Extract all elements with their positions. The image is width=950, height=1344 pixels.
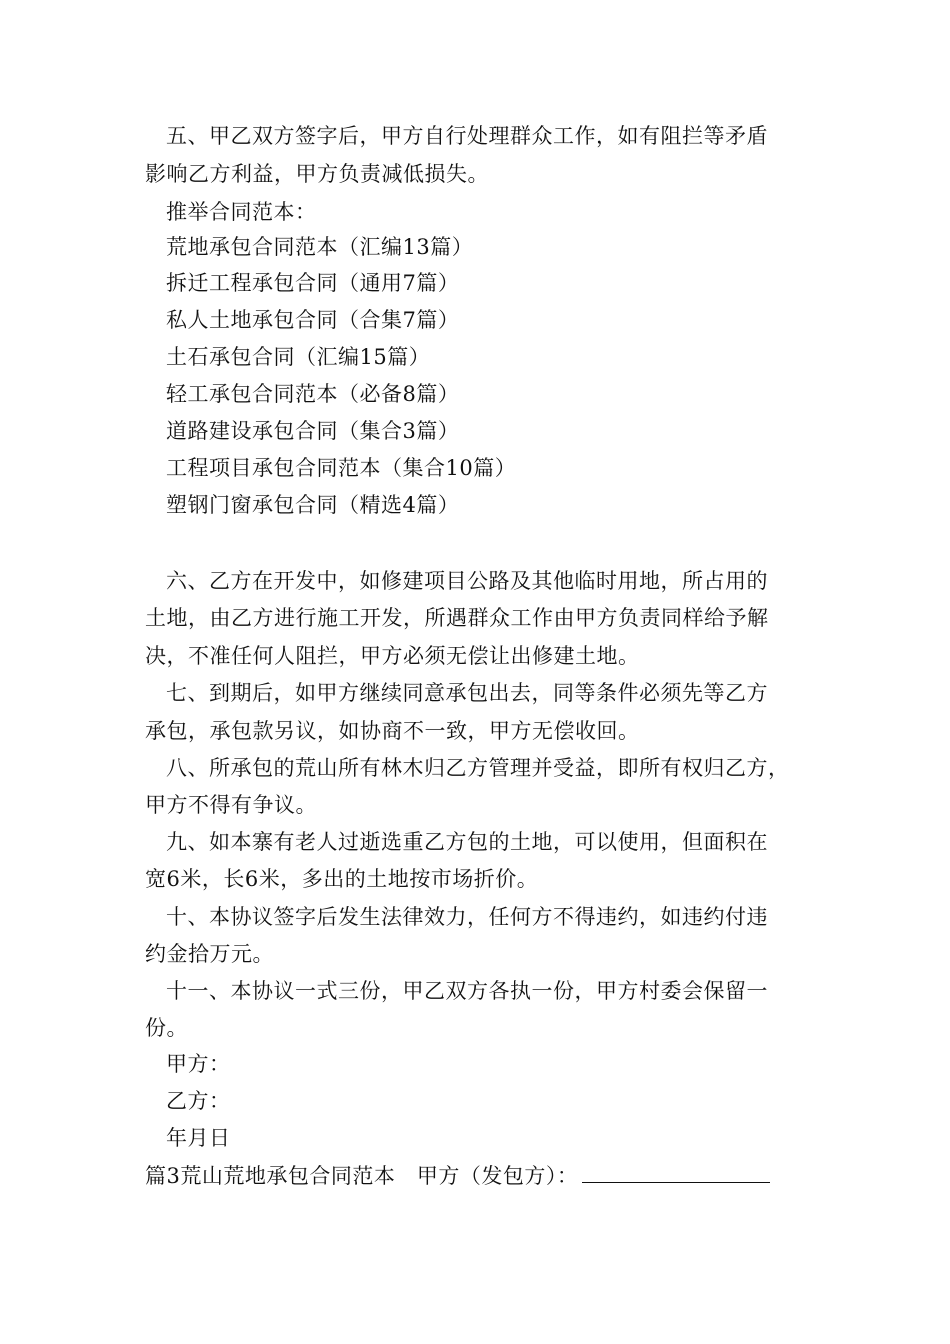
clause-5-line-2: 影响乙方利益，甲方负责减低损失。	[145, 162, 489, 186]
clause-11-line-1: 十一、本协议一式三份，甲乙双方各执一份，甲方村委会保留一	[166, 979, 768, 1003]
next-section-title: 篇3荒山荒地承包合同范本 甲方（发包方）：	[145, 1164, 579, 1188]
recommend-link[interactable]: 工程项目承包合同范本（集合10篇）	[166, 456, 517, 480]
clause-5-line-1: 五、甲乙双方签字后，甲方自行处理群众工作，如有阻拦等矛盾	[166, 124, 768, 148]
clause-7-line-1: 七、到期后，如甲方继续同意承包出去，同等条件必须先等乙方	[166, 681, 768, 705]
recommend-link[interactable]: 塑钢门窗承包合同（精选4篇）	[166, 493, 460, 517]
clause-8-line-2: 甲方不得有争议。	[145, 793, 317, 817]
recommend-link[interactable]: 道路建设承包合同（集合3篇）	[166, 419, 460, 443]
recommend-link[interactable]: 拆迁工程承包合同（通用7篇）	[166, 271, 460, 295]
clause-6-line-1: 六、乙方在开发中，如修建项目公路及其他临时用地，所占用的	[166, 569, 768, 593]
clause-7-line-2: 承包，承包款另议，如协商不一致，甲方无偿收回。	[145, 719, 640, 743]
clause-10-line-1: 十、本协议签字后发生法律效力，任何方不得违约，如违约付违	[166, 905, 768, 929]
party-b-label: 乙方：	[166, 1089, 231, 1113]
clause-9-line-2: 宽6米，长6米，多出的土地按市场折价。	[145, 867, 539, 891]
clause-8-line-1: 八、所承包的荒山所有林木归乙方管理并受益，即所有权归乙方，	[166, 756, 790, 780]
clause-10-line-2: 约金拾万元。	[145, 942, 274, 966]
signature-blank	[582, 1156, 770, 1183]
recommend-heading: 推举合同范本：	[166, 200, 317, 224]
recommend-link[interactable]: 私人土地承包合同（合集7篇）	[166, 308, 460, 332]
next-section-line	[145, 1156, 770, 1194]
recommend-link[interactable]: 轻工承包合同范本（必备8篇）	[166, 382, 460, 406]
recommend-link[interactable]: 荒地承包合同范本（汇编13篇）	[166, 235, 474, 259]
clause-11-line-2: 份。	[145, 1016, 188, 1040]
party-a-label: 甲方：	[166, 1052, 231, 1076]
date-label: 年月日	[166, 1126, 231, 1150]
clause-9-line-1: 九、如本寨有老人过逝选重乙方包的土地，可以使用，但面积在	[166, 830, 768, 854]
recommend-link[interactable]: 土石承包合同（汇编15篇）	[166, 345, 431, 369]
clause-6-line-2: 土地，由乙方进行施工开发，所遇群众工作由甲方负责同样给予解	[145, 606, 769, 630]
clause-6-line-3: 决，不准任何人阻拦，甲方必须无偿让出修建土地。	[145, 644, 640, 668]
